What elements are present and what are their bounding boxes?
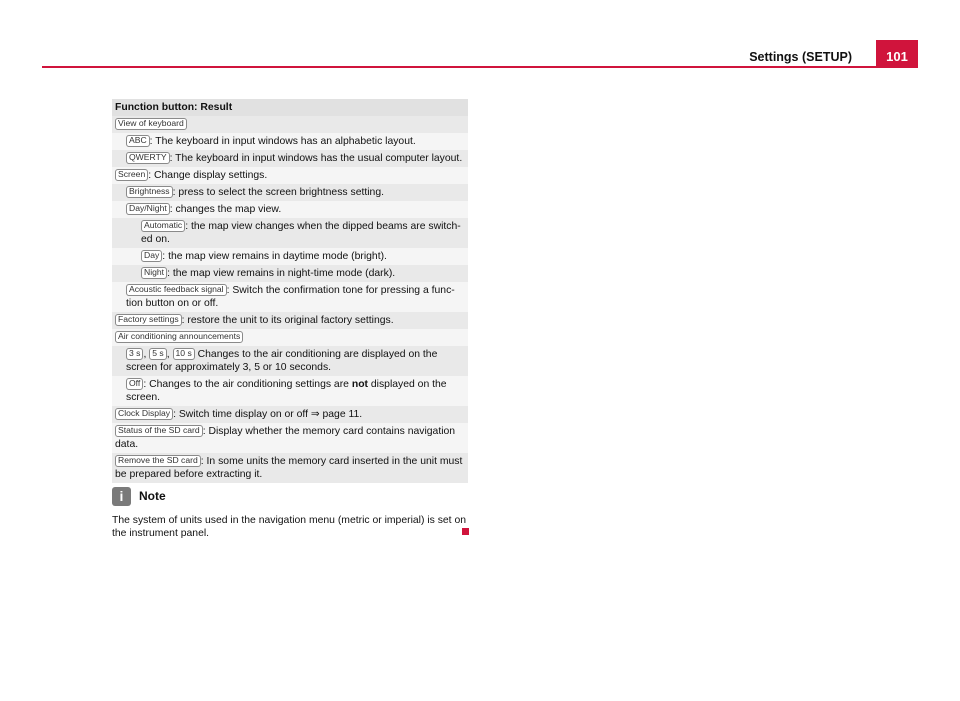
key-view-of-keyboard: View of keyboard [115, 118, 187, 130]
key-clock-display: Clock Display [115, 408, 173, 420]
info-icon: i [112, 487, 131, 506]
key-3s: 3 s [126, 348, 143, 360]
table-row [112, 312, 468, 329]
key-status-sd-card: Status of the SD card [115, 425, 203, 437]
table-row [112, 329, 468, 346]
table-row [112, 150, 468, 167]
key-air-conditioning-announcements: Air conditioning announcements [115, 331, 243, 343]
key-day: Day [141, 250, 162, 262]
table-heading: Function button: Result [112, 99, 468, 116]
page-number: 101 [876, 40, 918, 68]
table-row [112, 167, 468, 184]
table-row [112, 218, 468, 248]
table-row [112, 201, 468, 218]
separator: , [143, 349, 147, 360]
key-acoustic-feedback: Acoustic feedback signal [126, 284, 227, 296]
key-remove-sd-card: Remove the SD card [115, 455, 201, 467]
end-of-section-mark [462, 528, 469, 535]
table-row [112, 184, 468, 201]
key-night: Night [141, 267, 167, 279]
table-row [112, 423, 468, 453]
row-text: : The keyboard in input windows has the usual computer layout. [169, 153, 463, 164]
row-text: displayed on the screen. [126, 379, 447, 403]
key-automatic: Automatic [141, 220, 185, 232]
table-row [112, 406, 468, 423]
row-text: : restore the unit to its original factory settings. [181, 315, 394, 326]
row-text: : Display whether the memory card contains navigation data. [115, 426, 456, 450]
key-day-night: Day/Night [126, 203, 170, 215]
row-text: Changes to the air conditioning are displayed on the screen for approximately 3, 5 or 10 seconds. [126, 349, 438, 373]
note-box [112, 487, 472, 540]
section-title: Settings (SETUP) [749, 50, 852, 64]
bold-text: not [351, 379, 368, 390]
table-row [112, 453, 468, 483]
key-brightness: Brightness [126, 186, 173, 198]
function-table [112, 99, 468, 483]
page-header [0, 0, 960, 70]
separator: , [166, 349, 170, 360]
key-5s: 5 s [149, 348, 166, 360]
table-row [112, 116, 468, 133]
key-factory-settings: Factory settings [115, 314, 182, 326]
key-abc: ABC [126, 135, 150, 147]
note-text: The system of units used in the navigation menu (metric or imperial) is set on the instrument panel. [112, 515, 467, 539]
key-screen: Screen [115, 169, 148, 181]
table-row [112, 282, 468, 312]
key-10s: 10 s [173, 348, 195, 360]
row-text: : Switch the confirmation tone for pressing a func-tion button on or off. [126, 285, 455, 309]
row-text: : the map view remains in daytime mode (bright). [162, 251, 387, 262]
row-text: : The keyboard in input windows has an alphabetic layout. [149, 136, 416, 147]
row-text: : Change display settings. [148, 170, 268, 181]
table-row [112, 265, 468, 282]
table-row [112, 376, 468, 406]
row-text: : Changes to the air conditioning settings are [143, 379, 352, 390]
row-text: : the map view remains in night-time mode (dark). [167, 268, 396, 279]
row-text: : In some units the memory card inserted in the unit must be prepared before extracting it. [115, 456, 463, 480]
table-row [112, 248, 468, 265]
table-row [112, 133, 468, 150]
note-title: Note [139, 489, 166, 503]
row-text: : the map view changes when the dipped beams are switch-ed on. [141, 221, 461, 245]
row-text: : press to select the screen brightness setting. [172, 187, 384, 198]
header-rule [42, 66, 876, 68]
row-text: : Switch time display on or off ⇒ page 11. [173, 409, 363, 420]
key-qwerty: QWERTY [126, 152, 170, 164]
table-row [112, 346, 468, 376]
key-off: Off [126, 378, 143, 390]
row-text: : changes the map view. [169, 204, 282, 215]
